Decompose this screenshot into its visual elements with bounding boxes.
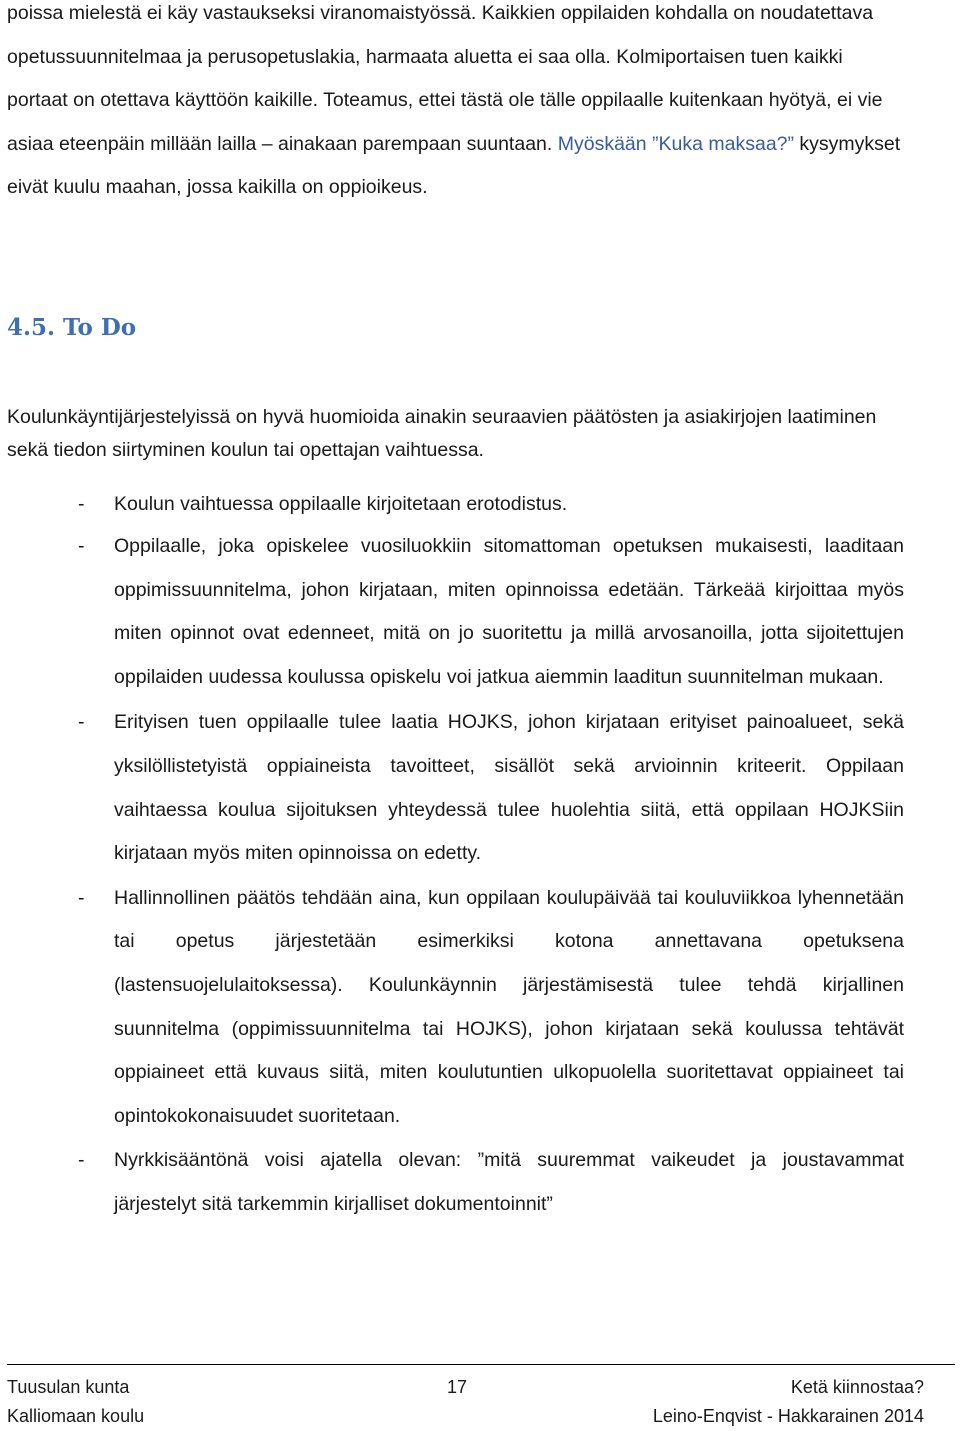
todo-list: [0, 484, 960, 1227]
list-item-text: Nyrkkisääntönä voisi ajatella olevan: ”mitä suuremmat vaikeudet ja joustavammat järjestelyt sitä tarkemmin kirjalliset dokumentoinnit”: [114, 1149, 904, 1215]
list-item: [0, 525, 904, 699]
bullet-dash: -: [78, 535, 85, 557]
intro-text-after: kysymykset eivät kuulu maahan, jossa kaikilla on oppioikeus.: [7, 132, 901, 198]
list-item-text: Koulun vaihtuessa oppilaalle kirjoitetaan erotodistus.: [114, 493, 568, 515]
footer-school: Kalliomaan koulu: [7, 1406, 145, 1426]
intro-text-before: poissa mielestä ei käy vastaukseksi viranomaistyössä. Kaikkien oppilaiden kohdalla on noudatettava opetussuunnitelmaa ja perusopetuslakia, harmaata aluetta ei saa olla. Kolmiportaisen tuen kaikki portaat on otettava käyttöön kaikille. Toteamus, ettei tästä ole tälle oppilaalle kuitenkaan hyötyä, ei vie asiaa eteenpäin millään lailla – ainakaan parempaan suuntaan.: [7, 2, 883, 155]
section-heading: 4.5. To Do: [7, 314, 137, 341]
footer-divider: [7, 1364, 955, 1365]
bullet-dash: -: [78, 1149, 85, 1172]
list-item: [0, 877, 904, 1139]
bullet-dash: -: [78, 711, 85, 734]
footer-document-title: Ketä kiinnostaa?: [790, 1377, 924, 1397]
section-paragraph: Koulunkäyntijärjestelyissä on hyvä huomioida ainakin seuraavien päätösten ja asiakirjojen laatiminen sekä tiedon siirtyminen koulun tai opettajan vaihtuessa.: [7, 406, 877, 461]
intro-accent-text: Myöskään ”Kuka maksaa?”: [557, 132, 795, 155]
intro-paragraph: [7, 0, 907, 210]
bullet-dash: -: [78, 493, 85, 515]
list-item-text: Oppilaalle, joka opiskelee vuosiluokkiin sitomattoman opetuksen mukaisesti, laaditaan oppimissuunnitelma, johon kirjataan, miten opinnoissa edetään. Tärkeää kirjoittaa myös miten opinnot ovat edenneet, mitä on jo suoritettu ja millä arvosanoilla, jotta sijoitettujen oppilaiden uudessa koulussa opiskelu voi jatkua aiemmin laaditun suunnitelman mukaan.: [114, 535, 904, 688]
list-item-text: Hallinnollinen päätös tehdään aina, kun oppilaan koulupäivää tai kouluviikkoa lyhennetään tai opetus järjestetään esimerkiksi kotona annettavana opetuksena (lastensuojelulaitoksessa). Koulunkäynnin järjestämisestä tulee tehdä kirjallinen suunnitelma (oppimissuunnitelma tai HOJKS), johon kirjataan sekä koulussa tehtävät oppiaineet että kuvaus siitä, miten koulutuntien ulkopuolella suoritettavat oppiaineet tai opintokokonaisuudet suoritetaan.: [114, 886, 904, 1127]
footer-authors: Leino-Enqvist - Hakkarainen 2014: [652, 1406, 924, 1426]
page-footer: [7, 1373, 924, 1431]
list-item: [0, 701, 904, 875]
page-number: 17: [447, 1377, 468, 1397]
list-item-text: Erityisen tuen oppilaalle tulee laatia HOJKS, johon kirjataan erityiset painoalueet, sekä yksilöllistetyistä oppiaineista tavoitteet, sisällöt sekä arvioinnin kriteerit. Oppilaan vaihtaessa koulua sijoituksen yhteydessä tulee huolehtia siitä, että oppilaan HOJKSiin kirjataan myös miten opinnoissa on edetty.: [114, 711, 904, 865]
list-item: [0, 484, 904, 524]
footer-row-top: [7, 1373, 924, 1402]
bullet-dash: -: [78, 886, 85, 909]
footer-municipality: Tuusulan kunta: [7, 1377, 130, 1397]
footer-row-bottom: [7, 1402, 924, 1431]
list-item: [0, 1139, 904, 1226]
